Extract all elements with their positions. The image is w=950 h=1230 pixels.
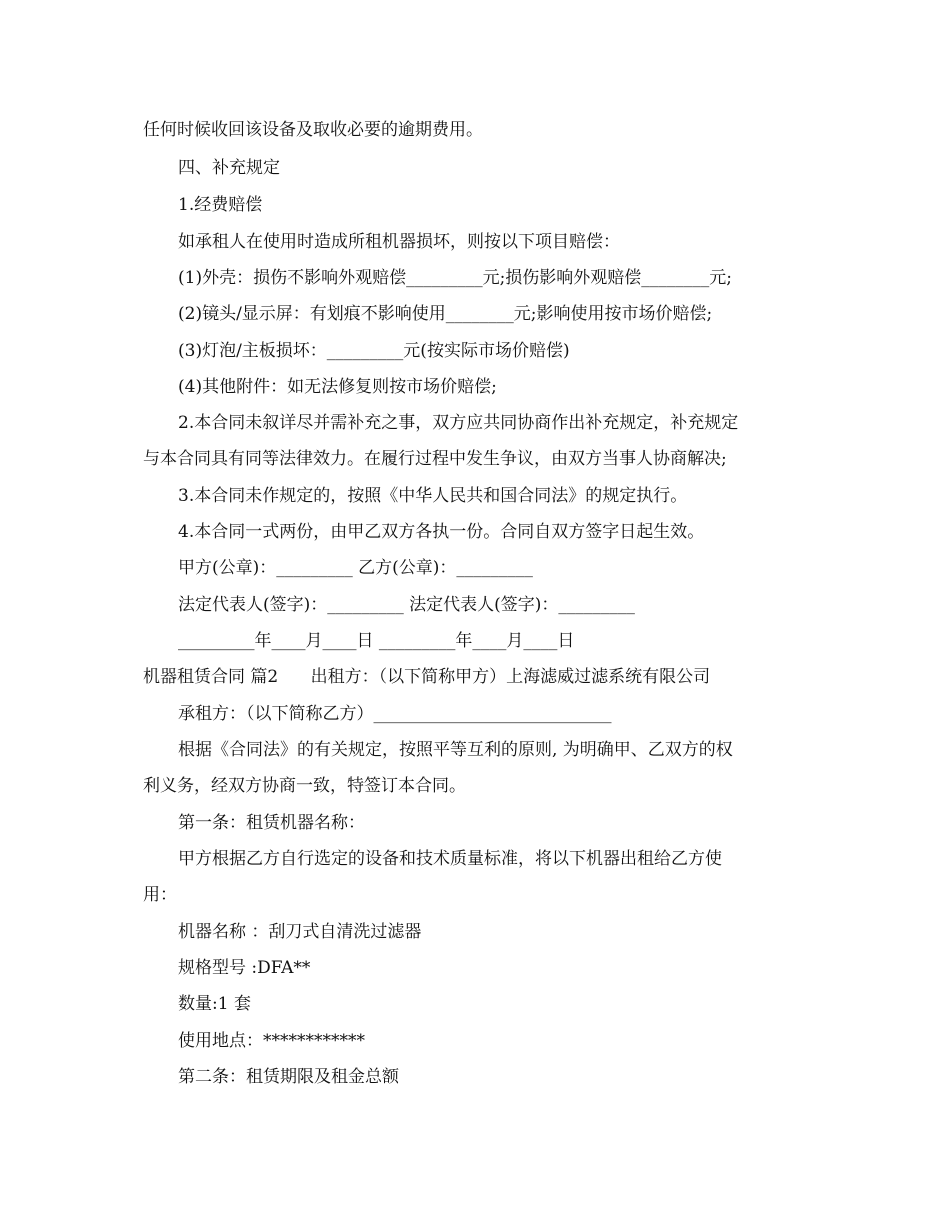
signature-line: 甲方(公章)：_________ 乙方(公章)：_________	[178, 558, 533, 578]
text-line: 1.经费赔偿	[178, 195, 263, 215]
text-line: (4)其他附件：如无法修复则按市场价赔偿;	[178, 377, 497, 397]
article-heading: 第二条：租赁期限及租金总额	[178, 1067, 399, 1087]
text-line: 3.本合同未作规定的，按照《中华人民共和国合同法》的规定执行。	[178, 486, 688, 506]
text-line: 使用地点：************	[178, 1031, 365, 1051]
article-heading: 第一条：租赁机器名称：	[178, 813, 365, 833]
text-line: 与本合同具有同等法律效力。在履行过程中发生争议，由双方当事人协商解决;	[143, 449, 727, 469]
text-line: 机器名称 ：刮刀式自清洗过滤器	[178, 922, 422, 942]
section-heading: 四、补充规定	[178, 158, 280, 178]
date-line: _________年____月____日 _________年____月____日	[178, 631, 575, 651]
text-line: 4.本合同一式两份，由甲乙双方各执一份。合同自双方签字日起生效。	[178, 522, 705, 542]
text-line: 规格型号 :DFA**	[178, 958, 311, 978]
text-line: 利义务，经双方协商一致，特签订本合同。	[143, 776, 466, 796]
text-line: (3)灯泡/主板损坏：_________元(按实际市场价赔偿)	[178, 341, 570, 361]
text-line: 数量:1 套	[178, 994, 251, 1014]
text-line: 2.本合同未叙详尽并需补充之事，双方应共同协商作出补充规定，补充规定	[178, 413, 739, 433]
text-line: (1)外壳：损伤不影响外观赔偿_________元;损伤影响外观赔偿________元;	[178, 268, 733, 288]
text-line: (2)镜头/显示屏：有划痕不影响使用________元;影响使用按市场价赔偿;	[178, 304, 713, 324]
text-line: 承租方：（以下简称乙方）____________________________	[178, 704, 612, 724]
text-line: 甲方根据乙方自行选定的设备和技术质量标准，将以下机器出租给乙方使	[178, 849, 722, 869]
signature-line: 法定代表人(签字)：_________ 法定代表人(签字)：_________	[178, 595, 635, 615]
text-line: 根据《合同法》的有关规定，按照平等互利的原则, 为明确甲、乙双方的权	[178, 740, 733, 760]
text-line: 用：	[143, 885, 177, 905]
text-line: 任何时候收回该设备及取收必要的逾期费用。	[143, 120, 483, 140]
contract-title-line: 机器租赁合同 篇2 出租方：（以下简称甲方）上海滤威过滤系统有限公司	[143, 667, 711, 687]
text-line: 如承租人在使用时造成所租机器损坏，则按以下项目赔偿：	[178, 232, 620, 252]
